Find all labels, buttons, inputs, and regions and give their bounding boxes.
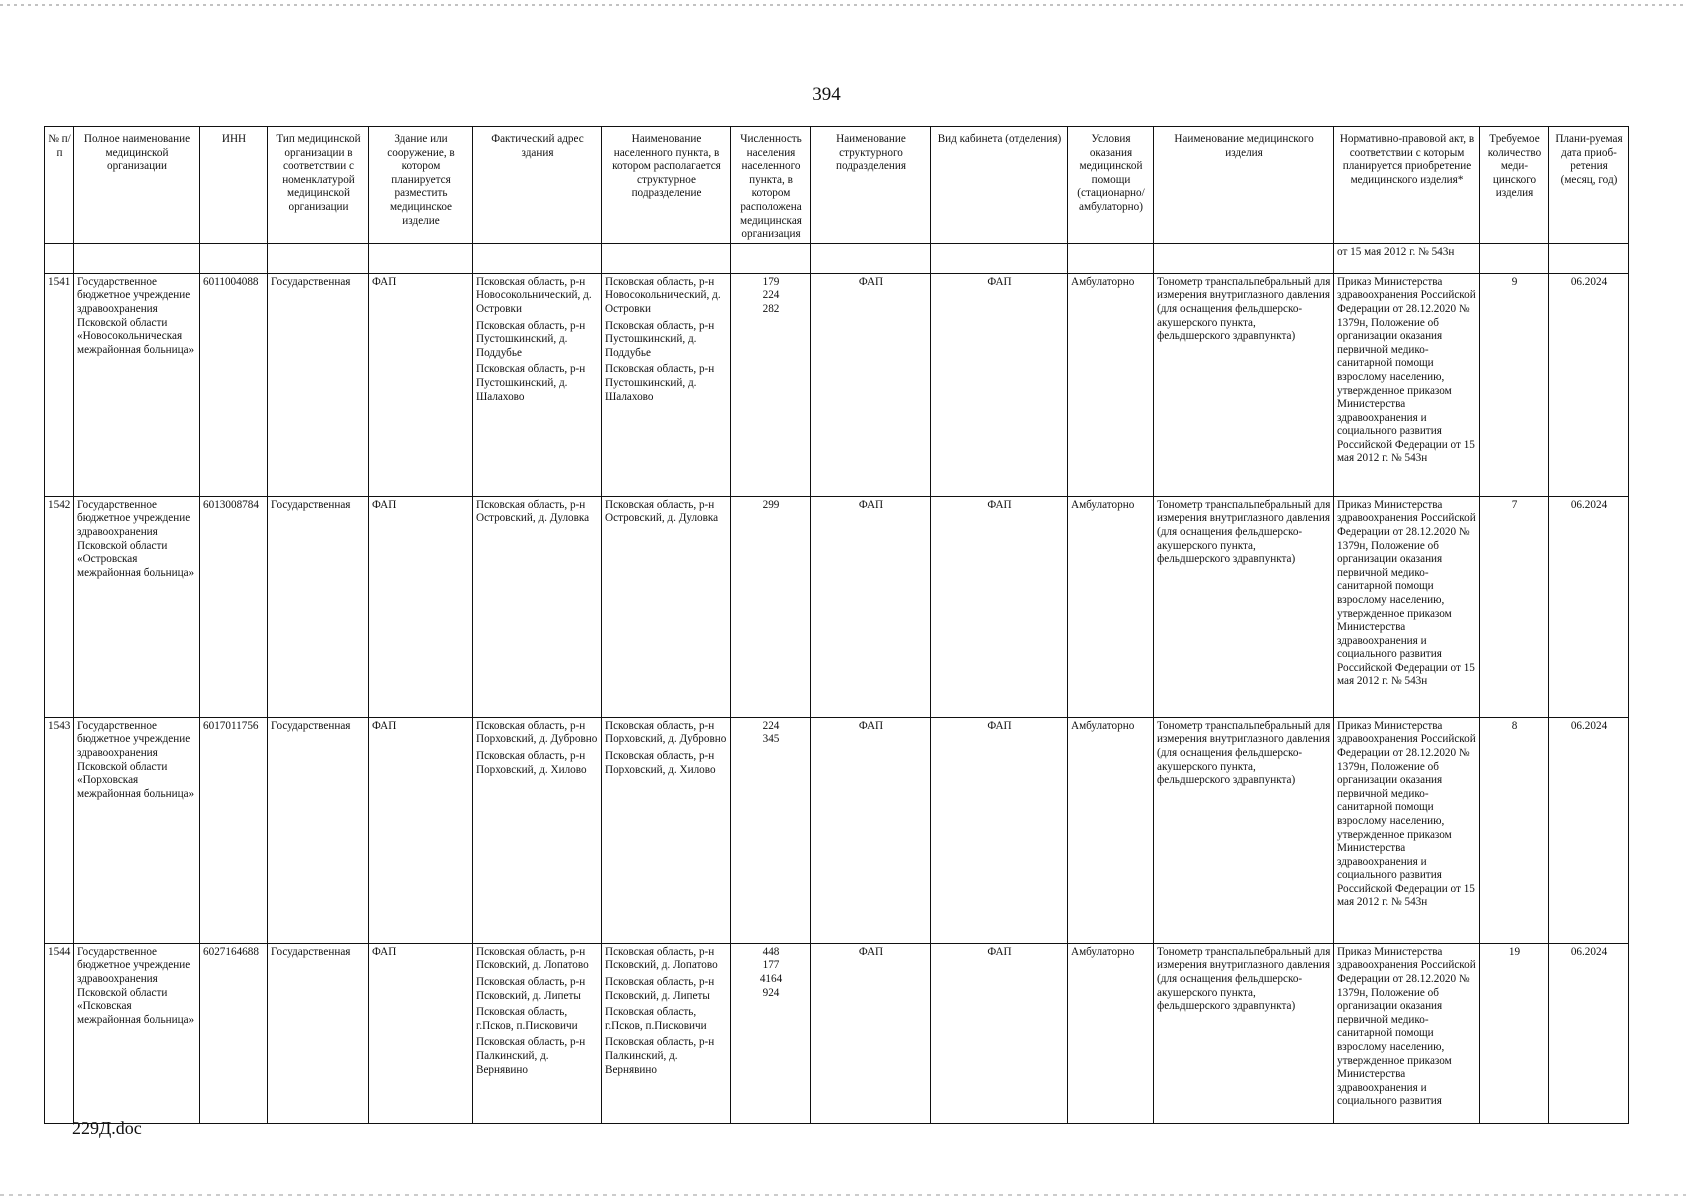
device-cell: Тонометр транспальпебральный для измерения внутриглазного давления (для оснащения фельдшерско-акушерского пункта, фельдшерского здравпункта) [1154, 273, 1334, 496]
organization-name: Государственное бюджетное учреждение здравоохранения Псковской области «Порховская межрайонная больница» [74, 717, 200, 943]
header-cell: Наименование структурного подразделения [811, 127, 931, 244]
conditions-cell: Амбулаторно [1068, 717, 1154, 943]
device-cell: Тонометр транспальпебральный для измерения внутриглазного давления (для оснащения фельдшерско-акушерского пункта, фельдшерского здравпункта) [1154, 717, 1334, 943]
inn-cell: 6027164688 [200, 943, 268, 1123]
organization-name: Государственное бюджетное учреждение здравоохранения Псковской области «Островская межрайонная больница» [74, 496, 200, 717]
settlement-entry: Псковская область, р-н Порховский, д. Дубровно [605, 719, 727, 746]
population-value: 177 [762, 959, 780, 972]
scan-edge-top [0, 4, 1686, 6]
legal-act-cell: Приказ Министерства здравоохранения Российской Федерации от 28.12.2020 № 1379н, Положение об организации оказания первичной медико-санитарной помощи взрослому населению, утвержденное приказом Министерства здравоохранения и социального развития Российской Федерации от 15 мая 2012 г. № 543н [1334, 717, 1480, 943]
header-cell: Тип медицинской организации в соответствии с номенклатурой медицинской организации [268, 127, 369, 244]
settlement-entry: Псковская область, г.Псков, п.Писковичи [605, 1006, 707, 1032]
table-header-row [45, 127, 1629, 244]
header-cell: Условия оказания медицинской помощи (стационарно/ амбулаторно) [1068, 127, 1154, 244]
settlement-entry: Псковская область, р-н Порховский, д. Хилово [605, 749, 716, 776]
header-cell: Здание или сооружение, в котором планируется разместить медицинское изделие [369, 127, 473, 244]
header-cell: Плани-руемая дата приоб-ретения (месяц, год) [1549, 127, 1629, 244]
conditions-cell: Амбулаторно [1068, 273, 1154, 496]
address-entry: Псковская область, р-н Новосокольнический, д. Островки [476, 275, 592, 315]
population-value: 345 [762, 733, 780, 746]
settlement-entry: Псковская область, р-н Пустошкинский, д. Шалахово [605, 363, 715, 403]
device-cell: Тонометр транспальпебральный для измерения внутриглазного давления (для оснащения фельдшерско-акушерского пункта, фельдшерского здравпункта) [1154, 496, 1334, 717]
quantity-cell: 8 [1480, 717, 1549, 943]
cabinet-cell: ФАП [931, 943, 1068, 1123]
unit-cell: ФАП [811, 943, 931, 1123]
device-cell: Тонометр транспальпебральный для измерения внутриглазного давления (для оснащения фельдшерско-акушерского пункта, фельдшерского здравпункта) [1154, 943, 1334, 1123]
settlement-entry: Псковская область, р-н Псковский, д. Липеты [605, 975, 715, 1002]
date-cell: 06.2024 [1549, 943, 1629, 1123]
address-entry: Псковская область, р-н Псковский, д. Липеты [476, 975, 586, 1002]
date-cell: 06.2024 [1549, 496, 1629, 717]
cabinet-cell: ФАП [931, 273, 1068, 496]
settlement-entry: Псковская область, р-н Пустошкинский, д. Поддубье [605, 319, 715, 359]
legal-act-cell: Приказ Министерства здравоохранения Российской Федерации от 28.12.2020 № 1379н, Положение об организации оказания первичной медико-санитарной помощи взрослому населению, утвержденное приказом Министерства здравоохранения и социального развития [1334, 943, 1480, 1123]
row-number: 1542 [45, 496, 74, 717]
population-value: 924 [762, 986, 780, 999]
unit-cell: ФАП [811, 717, 931, 943]
address-entry: Псковская область, р-н Порховский, д. Дубровно [476, 719, 598, 746]
scan-edge-bottom [0, 1194, 1686, 1196]
settlement-entry: Псковская область, р-н Псковский, д. Лопатово [605, 945, 718, 972]
settlement-cell [602, 273, 731, 496]
inn-cell: 6011004088 [200, 273, 268, 496]
address-cell [473, 717, 602, 943]
settlement-entry: Псковская область, р-н Новосокольнический, д. Островки [605, 275, 721, 315]
inn-cell: 6013008784 [200, 496, 268, 717]
header-cell: Нормативно-правовой акт, в соответствии с которым планируется приобретение медицинского изделия* [1334, 127, 1480, 244]
legal-act-cell: Приказ Министерства здравоохранения Российской Федерации от 28.12.2020 № 1379н, Положение об организации оказания первичной медико-санитарной помощи взрослому населению, утвержденное приказом Министерства здравоохранения и социального развития Российской Федерации от 15 мая 2012 г. № 543н [1334, 273, 1480, 496]
settlement-entry: Псковская область, р-н Палкинский, д. Вернявино [605, 1036, 715, 1076]
address-entry: Псковская область, р-н Пустошкинский, д. Шалахово [476, 363, 586, 403]
header-cell: Фактический адрес здания [473, 127, 602, 244]
date-cell: 06.2024 [1549, 273, 1629, 496]
cabinet-cell: ФАП [931, 717, 1068, 943]
header-cell: № п/п [45, 127, 74, 244]
address-entry: Псковская область, р-н Островский, д. Дуловка [476, 498, 590, 525]
address-cell [473, 943, 602, 1123]
building-cell: ФАП [369, 717, 473, 943]
population-value: 448 [762, 945, 780, 958]
address-entry: Псковская область, р-н Пустошкинский, д. Поддубье [476, 319, 586, 359]
header-cell: ИНН [200, 127, 268, 244]
table-row [45, 496, 1629, 717]
settlement-cell [602, 943, 731, 1123]
settlement-cell [602, 496, 731, 717]
address-cell [473, 496, 602, 717]
settlement-cell [602, 717, 731, 943]
population-value: 179 [762, 275, 780, 288]
unit-cell: ФАП [811, 273, 931, 496]
population-value: 299 [762, 498, 780, 511]
population-cell [731, 943, 811, 1123]
population-value: 224 [762, 719, 780, 732]
table-row [45, 273, 1629, 496]
header-cell: Вид кабинета (отделения) [931, 127, 1068, 244]
population-cell [731, 273, 811, 496]
population-cell [731, 496, 811, 717]
document-filename: 229Д.doc [72, 1118, 142, 1138]
population-value: 224 [762, 289, 780, 302]
table-row [45, 717, 1629, 943]
address-entry: Псковская область, р-н Порховский, д. Хилово [476, 749, 587, 776]
header-cell: Требуемое количество меди-цинского изделия [1480, 127, 1549, 244]
inn-cell: 6017011756 [200, 717, 268, 943]
date-cell: 06.2024 [1549, 717, 1629, 943]
quantity-cell: 7 [1480, 496, 1549, 717]
header-cell: Наименование медицинского изделия [1154, 127, 1334, 244]
address-entry: Псковская область, р-н Палкинский, д. Вернявино [476, 1036, 586, 1076]
population-value: 282 [762, 302, 780, 315]
org-type-cell: Государственная [268, 496, 369, 717]
row-number: 1544 [45, 943, 74, 1123]
page-number: 394 [812, 84, 841, 105]
address-entry: Псковская область, р-н Псковский, д. Лопатово [476, 945, 589, 972]
header-cell: Наименование населенного пункта, в котором располагается структурное подразделение [602, 127, 731, 244]
building-cell: ФАП [369, 496, 473, 717]
table-row [45, 943, 1629, 1123]
legal-act-cell: Приказ Министерства здравоохранения Российской Федерации от 28.12.2020 № 1379н, Положение об организации оказания первичной медико-санитарной помощи взрослому населению, утвержденное приказом Министерства здравоохранения и социального развития Российской Федерации от 15 мая 2012 г. № 543н [1334, 496, 1480, 717]
conditions-cell: Амбулаторно [1068, 943, 1154, 1123]
organization-name: Государственное бюджетное учреждение здравоохранения Псковской области «Новосокольническая межрайонная больница» [74, 273, 200, 496]
continuation-text: от 15 мая 2012 г. № 543н [1334, 243, 1480, 273]
org-type-cell: Государственная [268, 273, 369, 496]
org-type-cell: Государственная [268, 943, 369, 1123]
address-entry: Псковская область, г.Псков, п.Писковичи [476, 1006, 578, 1032]
quantity-cell: 19 [1480, 943, 1549, 1123]
equipment-table [44, 126, 1629, 1124]
settlement-entry: Псковская область, р-н Островский, д. Дуловка [605, 498, 719, 525]
quantity-cell: 9 [1480, 273, 1549, 496]
population-value: 4164 [759, 972, 783, 985]
building-cell: ФАП [369, 943, 473, 1123]
row-number: 1541 [45, 273, 74, 496]
header-cell: Полное наименование медицинской организации [74, 127, 200, 244]
address-cell [473, 273, 602, 496]
row-number: 1543 [45, 717, 74, 943]
org-type-cell: Государственная [268, 717, 369, 943]
organization-name: Государственное бюджетное учреждение здравоохранения Псковской области «Псковская межрайонная больница» [74, 943, 200, 1123]
conditions-cell: Амбулаторно [1068, 496, 1154, 717]
cabinet-cell: ФАП [931, 496, 1068, 717]
unit-cell: ФАП [811, 496, 931, 717]
population-cell [731, 717, 811, 943]
building-cell: ФАП [369, 273, 473, 496]
continuation-row [45, 243, 1629, 273]
header-cell: Численность населения населенного пункта, в котором расположена медицинская организация [731, 127, 811, 244]
